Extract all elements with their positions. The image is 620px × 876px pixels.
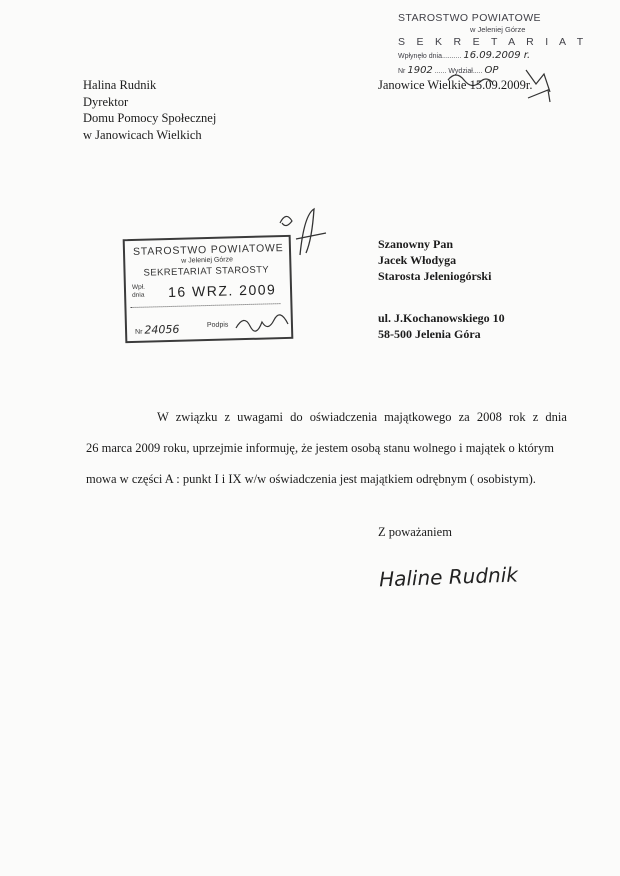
stamp-signature-scribble-icon bbox=[232, 312, 292, 336]
stamp-department: S E K R E T A R I A T bbox=[398, 36, 588, 48]
secretariat-number-value: 24056 bbox=[144, 322, 180, 337]
recipient-name: Jacek Włodyga bbox=[378, 253, 457, 267]
stamp-received-row: Wpłynęło dnia.......... 16.09.2009 r. bbox=[398, 50, 531, 61]
stamp-number-row: Nr 1902 ...... Wydział..... OP bbox=[398, 65, 499, 76]
stamp-location: w Jeleniej Górze bbox=[470, 25, 526, 34]
body-line-2: 26 marca 2009 roku, uprzejmie informuję, że jestem osobą stanu wolnego i majątek o którym bbox=[86, 441, 554, 455]
stamp-received-label: Wpłynęło dnia bbox=[398, 53, 442, 60]
secretariat-received-label: Wpł. dnia bbox=[131, 283, 146, 299]
body-line-3: mowa w części A : punkt I i IX w/w oświadczenia jest majątkiem odrębnym ( osobistym). bbox=[86, 472, 536, 486]
stamp-number-value: 1902 bbox=[407, 65, 433, 76]
recipient-salutation: Szanowny Pan bbox=[378, 237, 454, 251]
body-line-1: W związku z uwagami do oświadczenia majątkowego za 2008 rok z dnia bbox=[157, 410, 567, 424]
closing: Z poważaniem bbox=[378, 525, 452, 539]
stamp-office: STAROSTWO POWIATOWE bbox=[398, 12, 541, 24]
secretariat-office: STAROSTWO POWIATOWE bbox=[132, 242, 284, 258]
secretariat-number-label: Nr bbox=[135, 328, 143, 336]
signature-text: Haline Rudnik bbox=[378, 562, 519, 592]
signature bbox=[375, 555, 575, 595]
secretariat-signature-label: Podpis bbox=[206, 321, 229, 330]
place-date: Janowice Wielkie 15.09.2009r. bbox=[378, 78, 533, 92]
secretariat-location: w Jeleniej Górze bbox=[181, 256, 234, 265]
sender-block bbox=[83, 77, 216, 143]
recipient-block bbox=[378, 236, 505, 342]
sender-name: Halina Rudnik bbox=[83, 78, 157, 92]
stamp-received-value: 16.09.2009 r. bbox=[463, 50, 531, 61]
recipient-street: ul. J.Kochanowskiego 10 bbox=[378, 311, 505, 325]
initials-scribble-icon bbox=[270, 205, 330, 260]
sender-organization: Domu Pomocy Społecznej bbox=[83, 111, 217, 125]
secretariat-number-row bbox=[135, 323, 180, 337]
secretariat-department: SEKRETARIAT STAROSTY bbox=[143, 264, 270, 279]
stamp-number-label: Nr bbox=[398, 68, 406, 75]
sender-location: w Janowicach Wielkich bbox=[83, 127, 202, 142]
secretariat-received-date: 16 WRZ. 2009 bbox=[167, 281, 277, 301]
sender-title: Dyrektor bbox=[83, 94, 129, 109]
stamp-division-label: Wydział bbox=[448, 68, 473, 75]
stamp-division-value: OP bbox=[484, 65, 499, 76]
stamp-divider bbox=[130, 303, 280, 308]
recipient-city: 58-500 Jelenia Góra bbox=[378, 327, 481, 341]
recipient-title: Starosta Jeleniogórski bbox=[378, 269, 492, 283]
